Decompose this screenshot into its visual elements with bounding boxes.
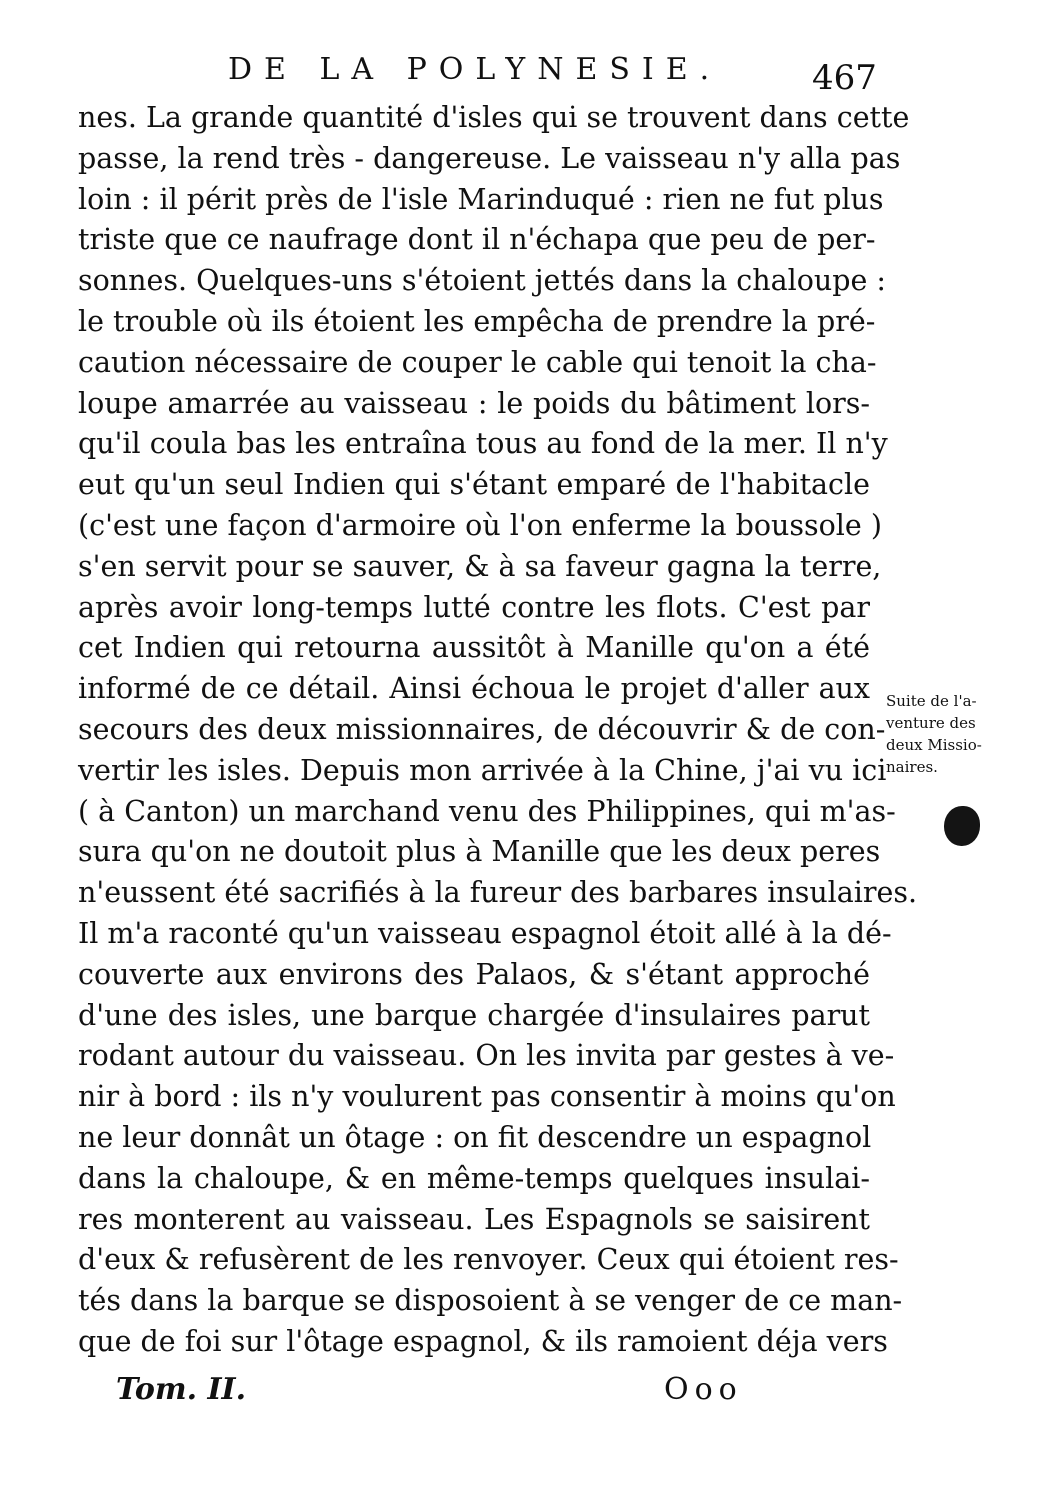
text-line: nir à bord : ils n'y voulurent pas consentir à moins qu'on (78, 1080, 896, 1114)
text-line: tés dans la barque se disposoient à se venger de ce man- (78, 1284, 903, 1318)
text-line: sonnes. Quelques-uns s'étoient jettés dans la chaloupe : (78, 264, 887, 298)
margin-note (886, 690, 1016, 778)
text-line: secours des deux missionnaires, de découvrir & de con- (78, 712, 886, 746)
body-text (78, 98, 918, 1363)
margin-note-line: deux Missio- (886, 736, 982, 754)
text-line: triste que ce naufrage dont il n'échapa que peu de per- (78, 223, 876, 257)
text-line: loin : il périt près de l'isle Marinduqué : rien ne fut plus (78, 182, 884, 216)
running-head: DE LA POLYNESIE. (228, 52, 722, 87)
text-line: passe, la rend très - dangereuse. Le vaisseau n'y alla pas (78, 141, 901, 175)
margin-note-line: Suite de l'a- (886, 692, 977, 710)
page-number: 467 (812, 58, 877, 98)
text-line: vertir les isles. Depuis mon arrivée à la Chine, j'ai vu ici (78, 753, 887, 787)
text-line: n'eussent été sacrifiés à la fureur des barbares insulaires. (78, 876, 918, 910)
volume-label: Tom. II. (116, 1372, 247, 1407)
text-line: ne leur donnât un ôtage : on fit descendre un espagnol (78, 1120, 872, 1154)
text-line: loupe amarrée au vaisseau : le poids du bâtiment lors- (78, 386, 870, 420)
text-line: couverte aux environs des Palaos, & s'étant approché (78, 957, 870, 991)
text-line: informé de ce détail. Ainsi échoua le projet d'aller aux (78, 672, 870, 706)
text-line: dans la chaloupe, & en même-temps quelques insulai- (78, 1161, 870, 1195)
text-line: d'une des isles, une barque chargée d'insulaires parut (78, 998, 870, 1032)
text-line: ( à Canton) un marchand venu des Philippines, qui m'as- (78, 794, 896, 828)
text-line: res monterent au vaisseau. Les Espagnols se saisirent (78, 1202, 870, 1236)
signature-mark: Ooo (664, 1372, 743, 1407)
text-line: (c'est une façon d'armoire où l'on enferme la boussole ) (78, 508, 882, 542)
text-line: qu'il coula bas les entraîna tous au fond de la mer. Il n'y (78, 427, 888, 461)
text-line: d'eux & refusèrent de les renvoyer. Ceux qui étoient res- (78, 1243, 899, 1277)
margin-note-line: naires. (886, 758, 938, 776)
text-line: caution nécessaire de couper le cable qui tenoit la cha- (78, 345, 877, 379)
text-line: le trouble où ils étoient les empêcha de prendre la pré- (78, 304, 876, 338)
text-line: eut qu'un seul Indien qui s'étant emparé de l'habitacle (78, 468, 870, 502)
text-line: que de foi sur l'ôtage espagnol, & ils ramoient déja vers (78, 1324, 888, 1358)
text-line: cet Indien qui retourna aussitôt à Manille qu'on a été (78, 631, 870, 665)
text-line: nes. La grande quantité d'isles qui se trouvent dans cette (78, 101, 910, 134)
margin-note-line: venture des (886, 714, 976, 732)
text-line: sura qu'on ne doutoit plus à Manille que les deux peres (78, 835, 881, 869)
text-line: s'en servit pour se sauver, & à sa faveur gagna la terre, (78, 549, 882, 583)
ink-blot-mark (944, 806, 980, 846)
text-line: après avoir long-temps lutté contre les flots. C'est par (78, 590, 870, 624)
text-line: Il m'a raconté qu'un vaisseau espagnol étoit allé à la dé- (78, 916, 892, 950)
text-line: rodant autour du vaisseau. On les invita par gestes à ve- (78, 1039, 895, 1073)
